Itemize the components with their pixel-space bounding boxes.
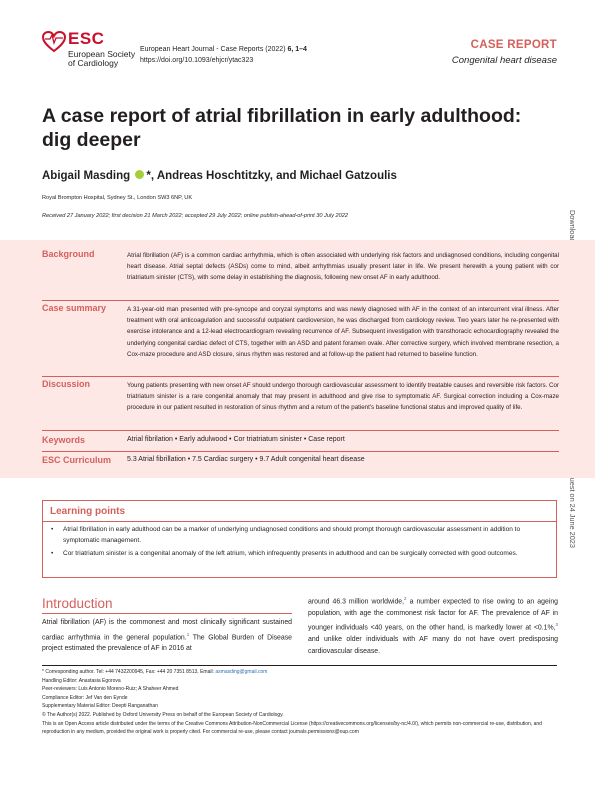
bullet-icon: • bbox=[51, 526, 54, 533]
learning-point: • Atrial fibrillation in early adulthood can be a marker of underlying undiagnosed conditions and should prompt thorough cardiovascular assessment in addition to symptomatic management. bbox=[51, 526, 521, 545]
doi-link[interactable]: https://doi.org/10.1093/ehjcr/ytac323 bbox=[140, 57, 254, 64]
author-list bbox=[42, 170, 397, 182]
report-subtype: Congenital heart disease bbox=[451, 55, 557, 66]
license: This is an Open Access article distributed under the terms of the Creative Commons Attribution-NonCommercial License (https://creativecommons.org/licenses/by-nc/4.0/), which permits non-commercial re-use, distribution, and reproduction in any medium, provided the original work is properly cited. For commercial re-use, please contact journals.permissions@oup.com bbox=[42, 720, 542, 736]
abstract bbox=[0, 240, 595, 478]
background-label: Background bbox=[42, 249, 95, 259]
case-summary-label: Case summary bbox=[42, 303, 107, 313]
journal-issue: 6, 1–4 bbox=[287, 46, 307, 53]
esc-curriculum-text: 5.3 Atrial fibrillation • 7.5 Cardiac surgery • 9.7 Adult congenital heart disease bbox=[127, 456, 365, 463]
reference-link[interactable]: 3 bbox=[555, 622, 558, 628]
footnote-divider bbox=[42, 665, 557, 666]
section-divider bbox=[42, 451, 559, 452]
logo-society-name: European Society of Cardiology bbox=[68, 49, 136, 68]
introduction-right-column: around 46.3 million worldwide,$^2$ a number expected to rise owing to an ageing population, with age the commonest risk factor for AF. The prevalence of AF in younger individuals <40 years, on the other hand, is markedly lower at <0.1%,$^3$ and unlike older individuals with AF many do not have overt predisposing cardiovascular disease. bbox=[308, 596, 558, 655]
article-dates: Received 27 January 2022; first decision 21 March 2022; accepted 29 July 2022; online publish-ahead-of-print 30 July 2022 bbox=[42, 213, 348, 219]
affiliation: Royal Brompton Hospital, Sydney St., London SW3 6NP, UK bbox=[42, 195, 193, 201]
article-title: A case report of atrial fibrillation in early adulthood: dig deeper bbox=[42, 105, 522, 151]
orcid-icon[interactable] bbox=[135, 170, 144, 179]
other-authors: Andreas Hoschtitzky, and Michael Gatzoulis bbox=[156, 170, 397, 182]
footnotes bbox=[42, 668, 559, 737]
discussion-text: Young patients presenting with new onset AF should undergo thorough cardiovascular assessment to identify treatable causes and reversible risk factors. Cor triatriatum sinister is a rare congenital anomaly that may present in adulthood and give rise to symptomatic AF. Surgical correction including a Cox-maze procedure in our patient resulted in restoration of sinus rhythm and a return of the patient's baseline functional status and improved quality of life. bbox=[127, 382, 559, 412]
section-divider bbox=[42, 430, 559, 431]
introduction-left-column: Atrial fibrillation (AF) is the commonest and most clinically significant sustained cardiac arrhythmia in the general population.$^1$ The Global Burden of Disease project estimated the prevalence of AF in 2016 at bbox=[42, 619, 292, 653]
logo-abbreviation: ESC bbox=[68, 29, 105, 48]
compliance-editor: Compliance Editor: Jef Van den Eynde bbox=[42, 694, 128, 701]
background-text: Atrial fibrillation (AF) is a common cardiac arrhythmia, which is often associated with underlying risk factors and undiagnosed conditions, including congenital heart disease. Atrial septal defects (ASDs) come to mind, albeit arrhythmias usually present later in life. We present herewith a young patient with cor triatriatum sinister (CTS), with some delay in establishing the diagnosis, following new onset AF in early adulthood. bbox=[127, 252, 559, 282]
keywords-label: Keywords bbox=[42, 435, 86, 445]
copyright: © The Author(s) 2022. Published by Oxford University Press on behalf of the European Society of Cardiology. bbox=[42, 711, 284, 718]
introduction-rule bbox=[42, 613, 292, 614]
keywords-text: Atrial fibrilation • Early adulwood • Cor triatriatum sinister • Case report bbox=[127, 436, 345, 443]
case-summary-text: A 31-year-old man presented with pre-syncope and coryzal symptoms and was newly diagnosed with AF in the context of an intercurrent viral illness. After treatment with oral anticoagulation and successful outpatient cardioversion, he was discharged from cardiology review. Two years later he re-presented with exercise intolerance and a 12-lead electrocardiogram revealing recurrence of AF. Subsequent investigation with transthoracic echocardiography revealed the underlying congenital cardiac defect of CTS, together with an ASD and patent foramen ovale. After corrective surgery, which involved membrane resection, a Cox-maze procedure and ASD closure, sinus rhythm was restored and at follow-up the patient had returned to baseline function. bbox=[127, 306, 559, 358]
supplementary-editor: Supplementary Material Editor: Deepti Ranganathan bbox=[42, 703, 158, 710]
handling-editor: Handling Editor: Anastasia Egorova bbox=[42, 677, 121, 684]
corresponding-mark: *, bbox=[146, 170, 157, 182]
journal-name: European Heart Journal - Case Reports (2022) bbox=[140, 46, 286, 53]
report-type: CASE REPORT bbox=[470, 39, 557, 51]
peer-reviewers: Peer-reviewers: Luis Antonio Moreno-Ruiz; A Shaheer Ahmed bbox=[42, 686, 179, 693]
discussion-label: Discussion bbox=[42, 379, 91, 389]
heart-logo-icon bbox=[42, 31, 66, 53]
corresponding-author: * Corresponding author. Tel: +44 7432200945, Fax: +44 20 7351 8513, Email: asmasding@gmail.com bbox=[42, 669, 268, 675]
introduction-heading: Introduction bbox=[42, 596, 113, 611]
bullet-icon: • bbox=[51, 550, 54, 557]
journal-citation bbox=[140, 44, 307, 66]
learning-points-box bbox=[42, 500, 557, 578]
esc-logo bbox=[42, 31, 142, 75]
learning-points-divider bbox=[43, 521, 556, 522]
section-divider bbox=[42, 376, 559, 377]
section-divider bbox=[42, 300, 559, 301]
learning-point: • Cor triatriatum sinister is a congenital anomaly of the left atrium, which infrequently presents in adulthood and can be surgically corrected with good outcomes. bbox=[63, 548, 538, 559]
author-1: Abigail Masding bbox=[42, 170, 131, 182]
learning-points-title: Learning points bbox=[50, 506, 125, 517]
reference-link[interactable]: 2 bbox=[404, 596, 407, 601]
esc-curriculum-label: ESC Curriculum bbox=[42, 455, 112, 465]
reference-link[interactable]: 1 bbox=[186, 631, 190, 637]
author-email-link[interactable]: asmasding@gmail.com bbox=[215, 669, 268, 675]
